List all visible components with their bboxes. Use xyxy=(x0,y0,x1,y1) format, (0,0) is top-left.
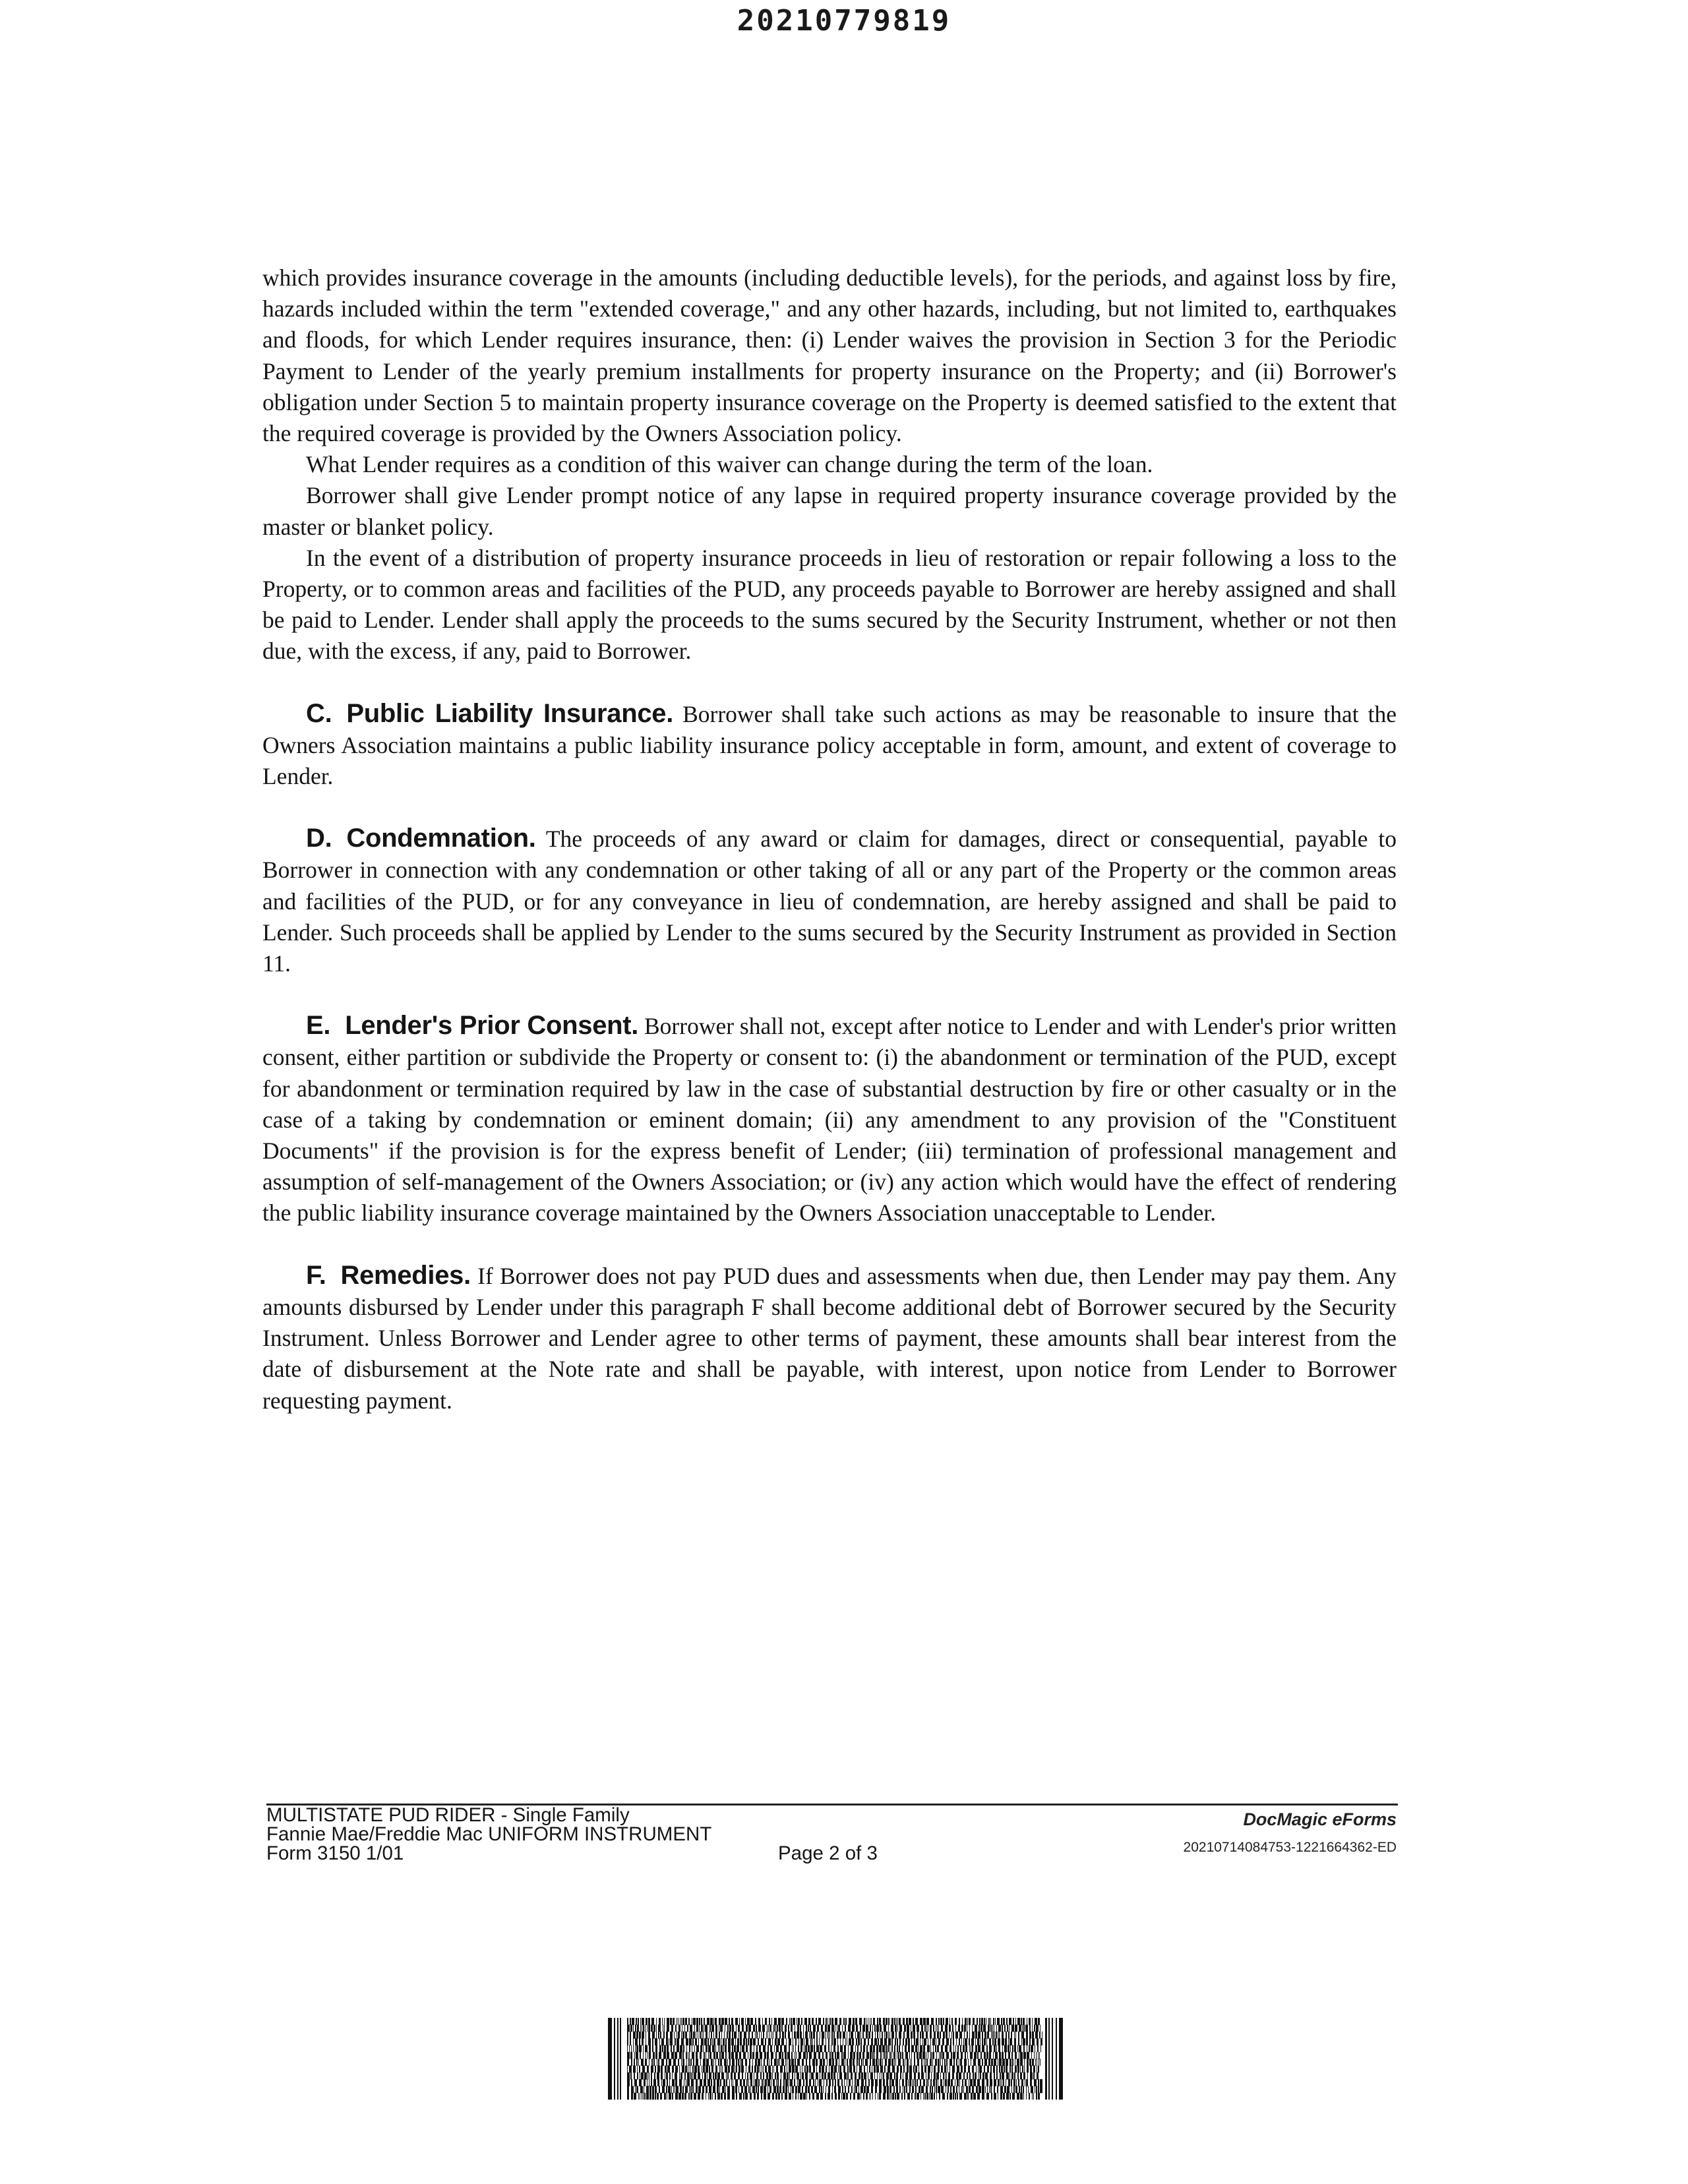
section-heading xyxy=(306,699,673,728)
distribution-paragraph: In the event of a distribution of property insurance proceeds in lieu of restoration or repair following a loss to the Property, or to common areas and facilities of the PUD, any proceeds payable to Borrower are hereby assigned and shall be paid to Lender. Lender shall apply the proceeds to the sums secured by the Security Instrument, whether or not then due, with the excess, if any, paid to Borrower. xyxy=(262,544,1397,665)
footer-form-line: MULTISTATE PUD RIDER - Single Family xyxy=(266,1804,630,1826)
section-heading xyxy=(306,824,536,853)
document-number: 20210779819 xyxy=(737,4,951,38)
section-title: Lender's Prior Consent. xyxy=(345,1011,639,1041)
section-text: Borrower shall not, except after notice to Lender and with Lender's prior written consent, either partition or subdivide the Property or consent to: (i) the abandonment or termination of the PUD, except for abandonment or termination required by law in the case of substantial destruction by fire or other casualty or in the case of a taking by condemnation or eminent domain; (ii) any amendment to any provision of the "Constituent Documents" if the provision is for the express benefit of Lender; (iii) termination of professional management and assumption of self-management of the Owners Association; or (iv) any action which would have the effect of rendering the public liability insurance coverage maintained by the Owners Association unacceptable to Lender. xyxy=(262,1013,1397,1227)
section-text: Borrower shall take such actions as may be reasonable to insure that the Owners Association maintains a public liability insurance policy acceptable in form, amount, and extent of coverage to Lender. xyxy=(262,700,1397,790)
section-letter: E. xyxy=(306,1011,331,1041)
document-code: 20210714084753-1221664362-ED xyxy=(1183,1840,1397,1855)
footer-form-info xyxy=(266,1805,711,1863)
section-heading xyxy=(306,1011,638,1040)
section-letter: F. xyxy=(306,1260,326,1290)
intro-paragraph: which provides insurance coverage in the amounts (including deductible levels), for the periods, and against loss by fire, hazards included within the term "extended coverage," and any other hazards, including, but not limited to, earthquakes and floods, for which Lender requires insurance, then: (i) Lender waives the provision in Section 3 for the Periodic Payment to Lender of the yearly premium installments for property insurance on the Property; and (ii) Borrower's obligation under Section 5 to maintain property insurance coverage on the Property is deemed satisfied to the extent that the required coverage is provided by the Owners Association policy. xyxy=(262,264,1397,447)
document-body xyxy=(262,262,1397,1416)
section-letter: D. xyxy=(306,824,332,853)
section-title: Remedies. xyxy=(340,1260,471,1290)
section-letter: C. xyxy=(306,698,332,728)
section-heading xyxy=(306,1261,471,1290)
footer-form-line: Form 3150 1/01 xyxy=(266,1842,404,1864)
section-text: If Borrower does not pay PUD dues and assessments when due, then Lender may pay them. Any amounts disbursed by Lender under this paragraph F shall become additional debt of Borrower secured by the Security Instrument. Unless Borrower and Lender agree to other terms of payment, these amounts shall bear interest from the date of disbursement at the Note rate and shall be payable, with interest, upon notice from Lender to Borrower requesting payment. xyxy=(262,1262,1397,1414)
section-e-prior-consent xyxy=(262,1010,1397,1228)
barcode-icon xyxy=(608,2018,1063,2100)
section-d-condemnation xyxy=(262,823,1397,979)
page-number: Page 2 of 3 xyxy=(778,1842,878,1864)
waiver-paragraph: What Lender requires as a condition of this waiver can change during the term of the loan. xyxy=(306,451,1153,478)
footer-form-line: Fannie Mae/Freddie Mac UNIFORM INSTRUMENT xyxy=(266,1823,712,1845)
notice-paragraph: Borrower shall give Lender prompt notice of any lapse in required property insurance coverage provided by the master or blanket policy. xyxy=(262,482,1397,540)
section-text: The proceeds of any award or claim for damages, direct or consequential, payable to Borrower in connection with any condemnation or other taking of all or any part of the Property or the common areas and facilities of the PUD, or for any conveyance in lieu of condemnation, are hereby assigned and shall be paid to Lender. Such proceeds shall be applied by Lender to the sums secured by the Security Instrument as provided in Section 11. xyxy=(262,826,1397,977)
section-title: Public Liability Insurance. xyxy=(346,698,674,728)
brand-logo: DocMagic eForms xyxy=(1243,1809,1397,1829)
section-c-public-liability xyxy=(262,698,1397,793)
section-f-remedies xyxy=(262,1260,1397,1416)
section-title: Condemnation. xyxy=(346,824,536,853)
